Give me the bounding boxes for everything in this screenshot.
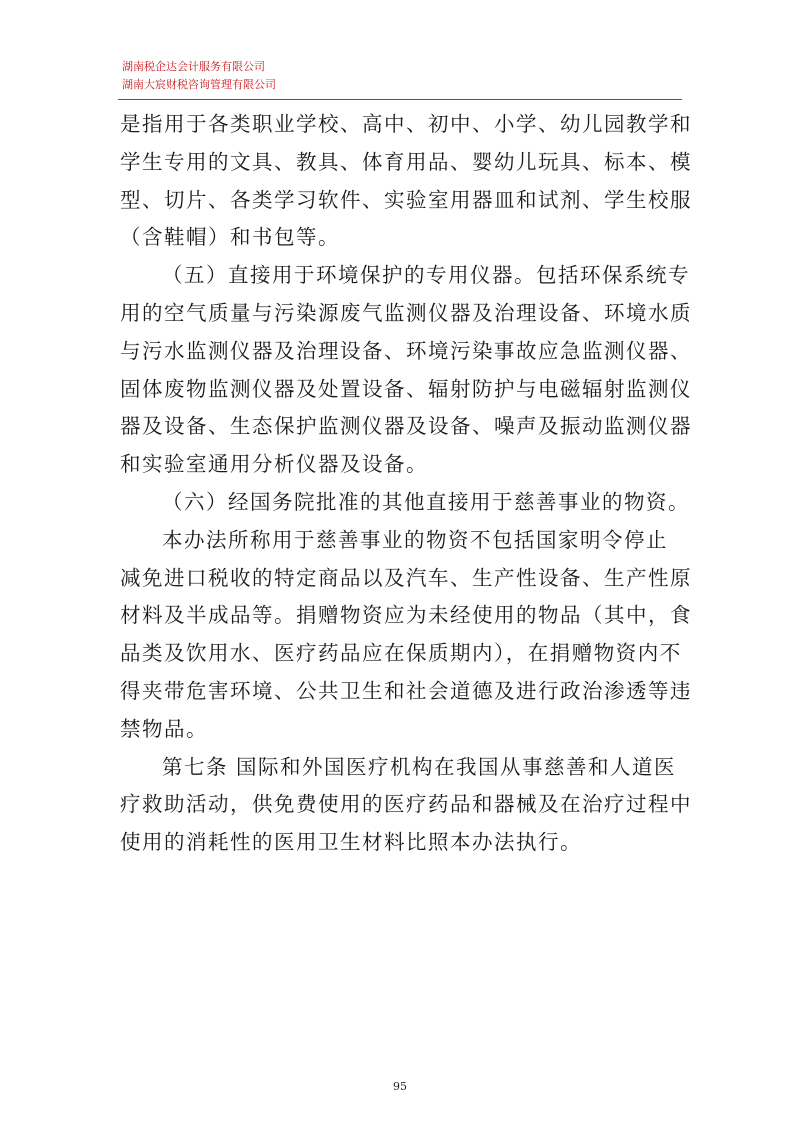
text-line: 第七条 国际和外国医疗机构在我国从事慈善和人道医: [162, 754, 677, 779]
text-line: 本办法所称用于慈善事业的物资不包括国家明令停止: [162, 527, 668, 552]
text-line: （含鞋帽）和书包等。: [120, 225, 340, 250]
text-line: 疗救助活动，供免费使用的医疗药品和器械及在治疗过程中: [120, 792, 692, 817]
text-line: 材料及半成品等。捐赠物资应为未经使用的物品（其中，食: [120, 603, 692, 628]
text-line: 使用的消耗性的医用卫生材料比照本办法执行。: [120, 830, 582, 855]
text-line: 学生专用的文具、教具、体育用品、婴幼儿玩具、标本、模: [120, 149, 692, 174]
document-body: [120, 106, 692, 862]
company-name-2: 湖南大宸财税咨询管理有限公司: [122, 78, 276, 91]
text-line: 得夹带危害环境、公共卫生和社会道德及进行政治渗透等违: [120, 678, 692, 703]
text-line: 器及设备、生态保护监测仪器及设备、噪声及振动监测仪器: [120, 414, 692, 439]
page-number: 95: [393, 1080, 407, 1093]
text-line: 型、切片、各类学习软件、实验室用器皿和试剂、学生校服: [120, 187, 692, 212]
company-header: [122, 58, 276, 94]
text-line: 与污水监测仪器及治理设备、环境污染事故应急监测仪器、: [120, 338, 692, 363]
text-line: 禁物品。: [120, 716, 208, 741]
text-line: （六）经国务院批准的其他直接用于慈善事业的物资。: [162, 489, 690, 514]
text-line: 固体废物监测仪器及处置设备、辐射防护与电磁辐射监测仪: [120, 376, 692, 401]
text-line: 品类及饮用水、医疗药品应在保质期内），在捐赠物资内不: [120, 641, 682, 666]
text-line: 是指用于各类职业学校、高中、初中、小学、幼儿园教学和: [120, 112, 692, 136]
text-line: 减免进口税收的特定商品以及汽车、生产性设备、生产性原: [120, 565, 692, 590]
text-line: 和实验室通用分析仪器及设备。: [120, 452, 428, 477]
text-line: 用的空气质量与污染源废气监测仪器及治理设备、环境水质: [120, 300, 692, 325]
header-divider: [118, 99, 682, 100]
company-name-1: 湖南税企达会计服务有限公司: [122, 60, 265, 73]
text-line: （五）直接用于环境保护的专用仪器。包括环保系统专: [162, 263, 690, 288]
